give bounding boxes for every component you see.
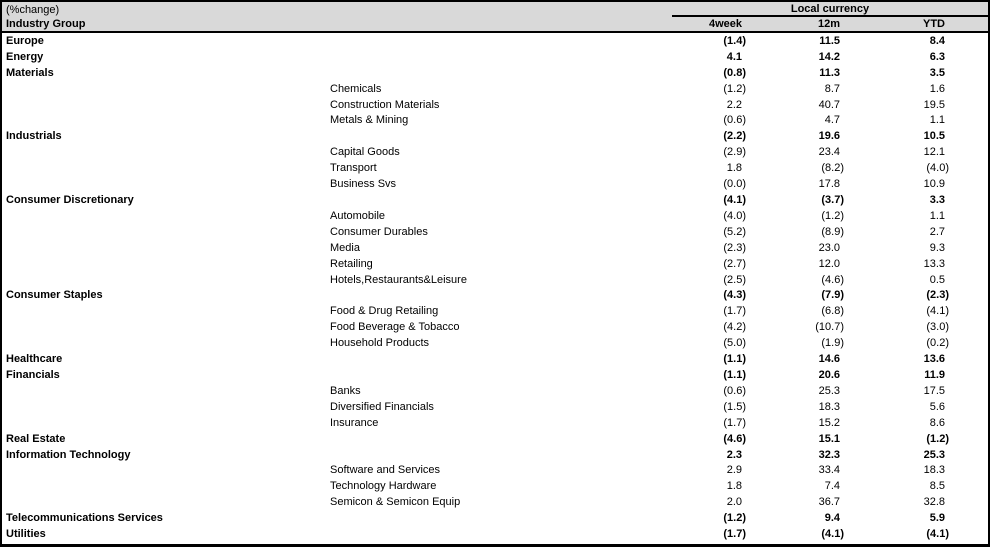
- value-cell: 25.3: [818, 384, 840, 397]
- table-row: [2, 319, 988, 335]
- value-cell: (8.2): [821, 162, 844, 175]
- value-cell: (1.2): [723, 512, 746, 525]
- value-cell: 6.3: [929, 50, 945, 63]
- row-label: Media: [330, 241, 360, 254]
- row-label: Transport: [330, 162, 377, 175]
- value-cell: 14.2: [818, 50, 840, 63]
- header-row-columns: [2, 17, 988, 31]
- table-row: [2, 351, 988, 367]
- value-cell: 15.1: [818, 432, 840, 445]
- table-row: [2, 288, 988, 304]
- table-row: [2, 335, 988, 351]
- value-cell: 2.9: [726, 464, 742, 477]
- row-label: Telecommunications Services: [6, 512, 163, 525]
- value-cell: (2.5): [723, 273, 746, 286]
- percent-change-note: (%change): [6, 3, 60, 16]
- value-cell: (2.3): [723, 241, 746, 254]
- value-cell: (2.9): [723, 146, 746, 159]
- value-cell: 1.1: [929, 114, 945, 127]
- value-cell: 17.5: [923, 384, 945, 397]
- row-label: Banks: [330, 384, 361, 397]
- value-cell: 2.0: [726, 496, 742, 509]
- value-cell: 10.5: [923, 130, 945, 143]
- value-cell: (7.9): [821, 289, 844, 302]
- table-row: [2, 415, 988, 431]
- value-cell: 11.9: [924, 368, 945, 381]
- table-row: [2, 224, 988, 240]
- value-cell: 23.0: [818, 241, 840, 254]
- value-cell: 9.3: [929, 241, 945, 254]
- value-cell: (4.3): [723, 289, 746, 302]
- value-cell: 20.6: [818, 368, 840, 381]
- value-cell: (4.1): [723, 194, 746, 207]
- row-label: Chemicals: [330, 82, 382, 95]
- value-cell: (1.1): [723, 353, 746, 366]
- row-label: Construction Materials: [330, 98, 440, 111]
- value-cell: (1.2): [926, 432, 949, 445]
- row-label: Financials: [6, 368, 60, 381]
- value-cell: 15.2: [818, 416, 840, 429]
- value-cell: 18.3: [923, 464, 945, 477]
- table-row: [2, 272, 988, 288]
- column-header-ytd: YTD: [923, 18, 945, 30]
- value-cell: 4.7: [824, 114, 840, 127]
- value-cell: 25.3: [923, 448, 945, 461]
- value-cell: (0.2): [926, 337, 949, 350]
- row-label: Hotels,Restaurants&Leisure: [330, 273, 467, 286]
- value-cell: 0.5: [929, 273, 945, 286]
- row-label: Software and Services: [330, 464, 441, 477]
- table-row: [2, 462, 988, 478]
- row-label: Insurance: [330, 416, 379, 429]
- table-row: [2, 176, 988, 192]
- value-cell: (2.2): [723, 130, 746, 143]
- value-cell: 8.6: [929, 416, 945, 429]
- row-label: Energy: [6, 50, 44, 63]
- table-row: [2, 49, 988, 65]
- value-cell: 2.2: [726, 98, 742, 111]
- table-body: [2, 33, 988, 542]
- value-cell: 32.3: [818, 448, 840, 461]
- value-cell: 7.4: [824, 480, 840, 493]
- column-header-4week: 4week: [708, 18, 742, 30]
- table-row: [2, 144, 988, 160]
- value-cell: 8.7: [824, 82, 840, 95]
- value-cell: (4.1): [821, 528, 844, 541]
- table-row: [2, 510, 988, 526]
- value-cell: 8.5: [929, 480, 945, 493]
- value-cell: 32.8: [923, 496, 945, 509]
- table-row: [2, 97, 988, 113]
- value-cell: (4.6): [821, 273, 844, 286]
- value-cell: (2.7): [723, 257, 746, 270]
- value-cell: (10.7): [815, 321, 844, 334]
- table-row: [2, 431, 988, 447]
- value-cell: (0.8): [723, 66, 746, 79]
- row-label: Diversified Financials: [330, 400, 434, 413]
- value-cell: 33.4: [818, 464, 840, 477]
- value-cell: (0.6): [723, 384, 746, 397]
- value-cell: (4.2): [723, 321, 746, 334]
- value-cell: (3.0): [926, 321, 949, 334]
- row-label: Semicon & Semicon Equip: [330, 496, 461, 509]
- value-cell: 3.5: [929, 66, 945, 79]
- value-cell: 19.5: [923, 98, 945, 111]
- value-cell: 17.8: [818, 178, 840, 191]
- row-label: Automobile: [330, 209, 386, 222]
- table-row: [2, 447, 988, 463]
- table-row: [2, 383, 988, 399]
- table-header: [2, 2, 988, 33]
- value-cell: 18.3: [818, 400, 840, 413]
- value-cell: (4.1): [926, 528, 949, 541]
- value-cell: (1.1): [723, 368, 746, 381]
- value-cell: 12.1: [923, 146, 945, 159]
- row-label: Materials: [6, 66, 54, 79]
- value-cell: 13.6: [923, 353, 945, 366]
- table-row: [2, 399, 988, 415]
- column-header-12m: 12m: [817, 18, 840, 30]
- value-cell: (8.9): [821, 225, 844, 238]
- table-row: [2, 367, 988, 383]
- row-label: Retailing: [330, 257, 373, 270]
- row-label: Utilities: [6, 528, 46, 541]
- value-cell: 4.1: [726, 50, 742, 63]
- value-cell: 1.6: [929, 82, 945, 95]
- value-cell: (1.7): [723, 528, 746, 541]
- local-currency-group-header: Local currency: [672, 2, 988, 17]
- value-cell: 19.6: [818, 130, 840, 143]
- table-row: [2, 65, 988, 81]
- value-cell: 23.4: [818, 146, 840, 159]
- value-cell: (1.7): [723, 416, 746, 429]
- row-label: Capital Goods: [330, 146, 400, 159]
- value-cell: 36.7: [818, 496, 840, 509]
- row-label: Technology Hardware: [330, 480, 437, 493]
- value-cell: (0.0): [723, 178, 746, 191]
- value-cell: 11.5: [819, 34, 840, 47]
- row-label: Consumer Durables: [330, 225, 428, 238]
- table-row: [2, 81, 988, 97]
- value-cell: (2.3): [926, 289, 949, 302]
- value-cell: (6.8): [821, 305, 844, 318]
- table-row: [2, 33, 988, 49]
- value-cell: (3.7): [821, 194, 844, 207]
- row-label: Food & Drug Retailing: [330, 305, 439, 318]
- value-cell: (4.0): [723, 209, 746, 222]
- value-cell: 2.3: [726, 448, 742, 461]
- table-row: [2, 240, 988, 256]
- value-cell: 3.3: [929, 194, 945, 207]
- table-row: [2, 160, 988, 176]
- row-label: Food Beverage & Tobacco: [330, 321, 460, 334]
- value-cell: (1.2): [821, 209, 844, 222]
- row-label: Healthcare: [6, 353, 63, 366]
- value-cell: 9.4: [824, 512, 840, 525]
- value-cell: 1.1: [929, 209, 945, 222]
- value-cell: (1.4): [723, 34, 746, 47]
- value-cell: 5.6: [929, 400, 945, 413]
- row-label: Europe: [6, 34, 44, 47]
- table-row: [2, 113, 988, 129]
- value-cell: (1.5): [723, 400, 746, 413]
- value-cell: 11.3: [819, 66, 840, 79]
- value-cell: 2.7: [929, 225, 945, 238]
- value-cell: (5.0): [723, 337, 746, 350]
- table-row: [2, 526, 988, 542]
- value-cell: 40.7: [818, 98, 840, 111]
- value-cell: 5.9: [929, 512, 945, 525]
- value-cell: (1.9): [821, 337, 844, 350]
- value-cell: 1.8: [726, 480, 742, 493]
- row-label: Metals & Mining: [330, 114, 409, 127]
- row-label: Real Estate: [6, 432, 66, 445]
- value-cell: 14.6: [818, 353, 840, 366]
- value-cell: (4.6): [723, 432, 746, 445]
- row-label: Information Technology: [6, 448, 131, 461]
- value-cell: 1.8: [726, 162, 742, 175]
- row-label: Household Products: [330, 337, 430, 350]
- industry-group-column-header: Industry Group: [6, 18, 86, 30]
- value-cell: 10.9: [923, 178, 945, 191]
- row-label: Business Svs: [330, 178, 397, 191]
- value-cell: (1.7): [723, 305, 746, 318]
- row-label: Consumer Staples: [6, 289, 103, 302]
- value-cell: (4.0): [926, 162, 949, 175]
- value-cell: 12.0: [818, 257, 840, 270]
- row-label: Industrials: [6, 130, 62, 143]
- table-row: [2, 192, 988, 208]
- value-cell: (4.1): [926, 305, 949, 318]
- table-row: [2, 303, 988, 319]
- table-row: [2, 256, 988, 272]
- header-row-currency: [2, 2, 988, 17]
- table-row: [2, 478, 988, 494]
- table-row: [2, 208, 988, 224]
- table-row: [2, 494, 988, 510]
- value-cell: (0.6): [723, 114, 746, 127]
- value-cell: (1.2): [723, 82, 746, 95]
- table-row: [2, 128, 988, 144]
- value-cell: (5.2): [723, 225, 746, 238]
- row-label: Consumer Discretionary: [6, 194, 134, 207]
- value-cell: 13.3: [923, 257, 945, 270]
- value-cell: 8.4: [929, 34, 945, 47]
